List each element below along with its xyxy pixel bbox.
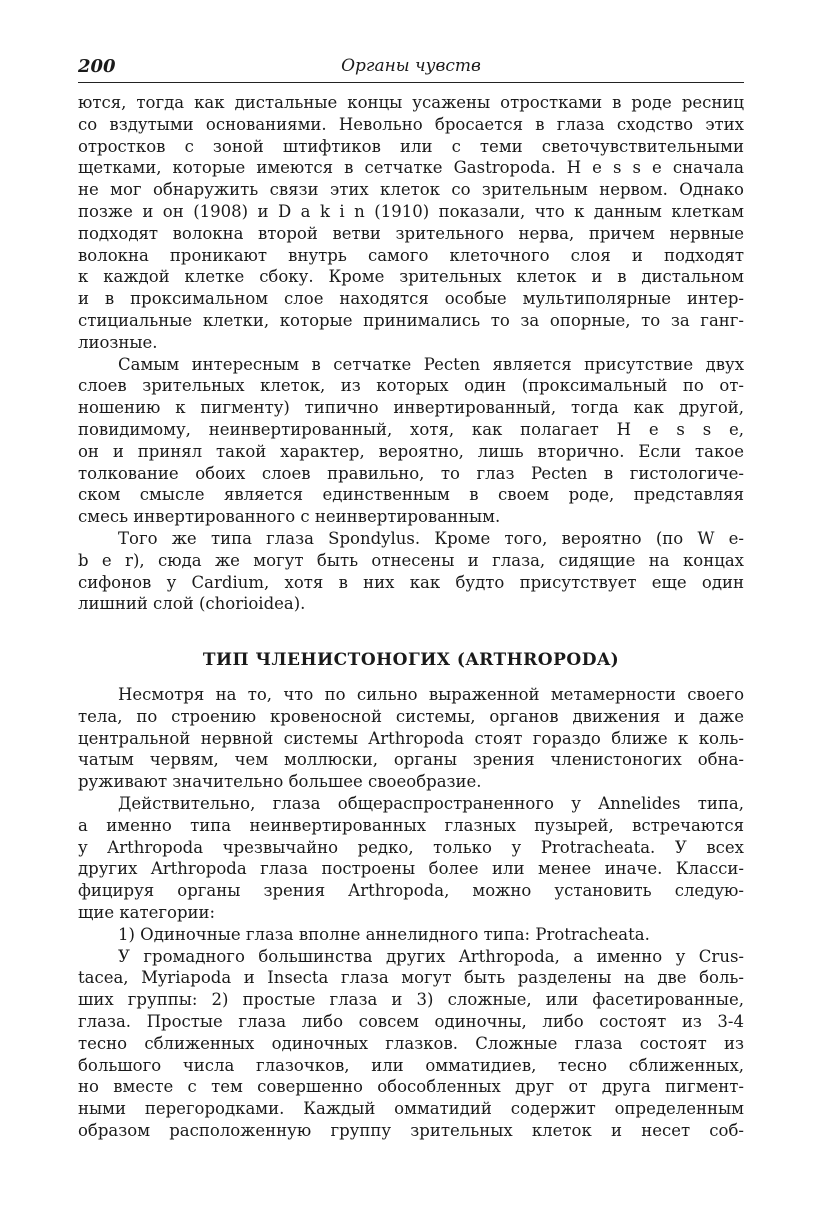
section-paragraphs-arthropoda bbox=[78, 684, 744, 1142]
text-line: фицируя органы зрения Arthropoda, можно установить следую- bbox=[78, 881, 744, 901]
text-line: ших группы: 2) простые глаза и 3) сложные, или фасетированные, bbox=[78, 990, 744, 1010]
text-line: позже и он (1908) и D a k i n (1910) показали, что к данным клеткам bbox=[78, 201, 744, 221]
text-line: тела, по строению кровеносной системы, органов движения и даже bbox=[78, 706, 744, 726]
text-line: волокна проникают внутрь самого клеточного слоя и подходят bbox=[78, 245, 744, 265]
text-line: он и принял такой характер, вероятно, лишь вторично. Если такое bbox=[78, 441, 744, 461]
text-line: Несмотря на то, что по сильно выраженной метамерности своего bbox=[118, 685, 744, 704]
page-header bbox=[78, 56, 744, 83]
text-line: стициальные клетки, которые принимались то за опорные, то за ганг- bbox=[78, 310, 744, 330]
text-line: ношению к пигменту) типично инвертированный, тогда как другой, bbox=[78, 398, 744, 418]
running-title: Органы чувств bbox=[341, 56, 481, 76]
section-heading: ТИП ЧЛЕНИСТОНОГИХ (ARTHROPODA) bbox=[202, 650, 620, 670]
text-line: со вздутыми основаниями. Невольно бросается в глаза сходство этих bbox=[78, 114, 744, 134]
text-line: щие категории: bbox=[78, 902, 216, 922]
text-line: слоев зрительных клеток, из которых один (проксимальный по от- bbox=[78, 376, 744, 396]
text-line: и в проксимальном слое находятся особые мультиполярные интер- bbox=[78, 289, 744, 309]
text-line: b e r), сюда же могут быть отнесены и глаза, сидящие на концах bbox=[78, 550, 744, 570]
text-line: 1) Одиночные глаза вполне аннелидного типа: Protracheata. bbox=[118, 924, 650, 944]
section-paragraphs-pecten bbox=[78, 92, 744, 615]
text-line: Того же типа глаза Spondylus. Кроме того, вероятно (по W e- bbox=[118, 528, 744, 548]
text-line: а именно типа неинвертированных глазных пузырей, встречаются bbox=[78, 815, 744, 835]
text-line: но вместе с тем совершенно обособленных друг от друга пигмент- bbox=[78, 1077, 744, 1097]
text-line: к каждой клетке сбоку. Кроме зрительных клеток и в дистальном bbox=[78, 267, 744, 287]
text-line: tacea, Myriapoda и Insecta глаза могут быть разделены на две боль- bbox=[78, 968, 744, 988]
text-line: сифонов у Cardium, хотя в них как будто присутствует еще один bbox=[78, 572, 744, 592]
text-line: отростков с зоной штифтиков или с теми светочувствительными bbox=[78, 136, 744, 156]
text-line: ными перегородками. Каждый омматидий содержит определенным bbox=[78, 1099, 744, 1119]
text-line: руживают значительно большее своеобразие. bbox=[78, 772, 482, 792]
text-line: ются, тогда как дистальные концы усажены отростками в роде ресниц bbox=[78, 93, 744, 112]
page-number: 200 bbox=[78, 56, 116, 77]
text-line: лишний слой (chorioidea). bbox=[78, 594, 306, 614]
text-line: повидимому, неинвертированный, хотя, как полагает H e s s e, bbox=[78, 419, 744, 439]
text-line: центральной нервной системы Arthropoda стоят гораздо ближе к коль- bbox=[78, 728, 744, 748]
text-line: щетками, которые имеются в сетчатке Gastropoda. H e s s e сначала bbox=[78, 158, 744, 178]
text-line: большого числа глазочков, или омматидиев, тесно сближенных, bbox=[78, 1055, 744, 1075]
text-line: у Arthropoda чрезвычайно редко, только у Protracheata. У всех bbox=[78, 837, 744, 857]
text-line: лиозные. bbox=[78, 332, 158, 352]
text-line: подходят волокна второй ветви зрительного нерва, причем нервные bbox=[78, 223, 744, 243]
text-line: У громадного большинства других Arthropoda, а именно у Crus- bbox=[118, 946, 744, 966]
text-line: глаза. Простые глаза либо совсем одиночны, либо состоят из 3-4 bbox=[78, 1011, 744, 1031]
text-line: смесь инвертированного с неинвертированным. bbox=[78, 507, 501, 527]
text-line: Действительно, глаза общераспространенного у Annelides типа, bbox=[118, 793, 744, 813]
text-line: Самым интересным в сетчатке Pecten является присутствие двух bbox=[118, 354, 744, 374]
text-line: других Arthropoda глаза построены более или менее иначе. Класси- bbox=[78, 859, 744, 879]
text-line: образом расположенную группу зрительных клеток и несет соб- bbox=[78, 1120, 744, 1140]
text-line: толкование обоих слоев правильно, то глаз Pecten в гистологиче- bbox=[78, 463, 744, 483]
text-line: тесно сближенных одиночных глазков. Сложные глаза состоят из bbox=[78, 1033, 744, 1053]
text-line: ском смысле является единственным в своем роде, представляя bbox=[78, 485, 744, 505]
text-line: не мог обнаружить связи этих клеток со зрительным нервом. Однако bbox=[78, 180, 744, 200]
text-line: чатым червям, чем моллюски, органы зрения членистоногих обна- bbox=[78, 750, 744, 770]
